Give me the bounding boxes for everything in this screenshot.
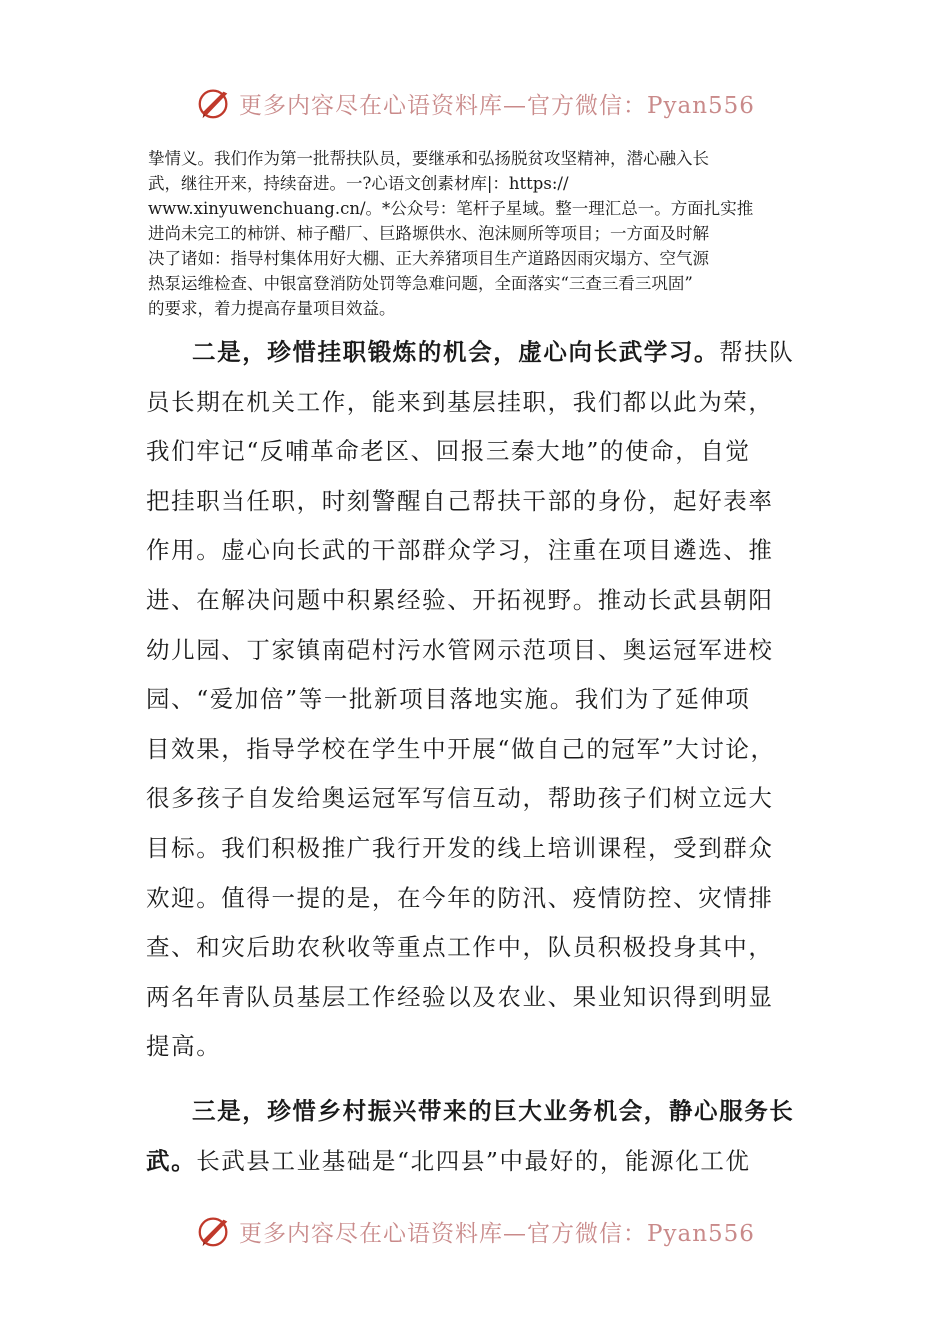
body-line: 目标。我们积极推广我行开发的线上培训课程，受到群众	[146, 833, 774, 862]
small-line: 挚情义。我们作为第一批帮扶队员，要继承和弘扬脱贫攻坚精神，潜心融入长	[148, 149, 709, 168]
body-line: 很多孩子自发给奥运冠军写信互动，帮助孩子们树立远大	[146, 784, 774, 813]
small-line: 的要求，着力提高存量项目效益。	[148, 299, 396, 318]
pen-circle-logo	[195, 84, 233, 122]
small-line: 决了诸如：指导村集体用好大棚、正大养猪项目生产道路因雨灾塌方、空气源	[148, 249, 709, 268]
body-line: 两名年青队员基层工作经验以及农业、果业知识得到明显	[146, 982, 774, 1011]
body-line: 幼儿园、丁家镇南硙村污水管网示范项目、奥运冠军进校	[146, 635, 774, 664]
body-line: 把挂职当任职，时刻警醒自己帮扶干部的身份，起好表率	[146, 486, 774, 515]
main-body-text	[146, 328, 808, 1186]
body-line: 提高。	[146, 1032, 222, 1061]
section3-line-rest: 长武县工业基础是“北四县”中最好的，能源化工优	[196, 1146, 751, 1175]
body-line: 目效果，指导学校在学生中开展“做自己的冠军”大讨论，	[146, 734, 776, 763]
section2-first-line-rest: 帮扶队	[719, 338, 795, 366]
body-line: 进、在解决问题中积累经验、开拓视野。推动长武县朝阳	[146, 585, 774, 614]
section2-first-line	[146, 328, 808, 378]
small-line: 热泵运维检查、中银富登消防处罚等急难问题，全面落实“三查三看三巩固”	[148, 274, 693, 293]
header-banner	[0, 80, 950, 126]
section3-second-line	[146, 1137, 808, 1187]
footer-banner	[0, 1208, 950, 1254]
small-line: 进尚未完工的柿饼、柿子醋厂、巨路塬供水、泡沫厕所等项目；一方面及时解	[148, 224, 709, 243]
body-line: 员长期在机关工作，能来到基层挂职，我们都以此为荣，	[146, 387, 774, 416]
body-line: 作用。虚心向长武的干部群众学习，注重在项目遴选、推	[146, 536, 774, 565]
body-line: 我们牢记“反哺革命老区、回报三秦大地”的使命，自觉	[146, 437, 751, 466]
small-line: www.xinyuwenchuang.cn/。*公众号：笔杆子星域。整一理汇总一。方面扎实推	[148, 199, 754, 218]
section3-heading: 三是，珍惜乡村振兴带来的巨大业务机会，静心服务长	[192, 1096, 795, 1125]
small-line: 武，继往开来，持续奋进。一?心语文创素材库|：https://	[148, 174, 569, 193]
small-print-paragraph	[148, 146, 808, 321]
footer-banner-text: 更多内容尽在心语资料库—官方微信：Pyan556	[239, 1220, 755, 1247]
section3-heading-end: 武。	[146, 1146, 197, 1175]
body-line: 欢迎。值得一提的是，在今年的防汛、疫情防控、灾情排	[146, 883, 774, 912]
section2-heading: 二是，珍惜挂职锻炼的机会，虚心向长武学习。	[192, 338, 720, 366]
body-line: 查、和灾后助农秋收等重点工作中，队员积极投身其中，	[146, 933, 774, 962]
pen-circle-logo	[195, 1212, 233, 1250]
header-banner-text: 更多内容尽在心语资料库—官方微信：Pyan556	[239, 92, 755, 119]
body-line: 园、“爱加倍”等一批新项目落地实施。我们为了延伸项	[146, 685, 751, 714]
